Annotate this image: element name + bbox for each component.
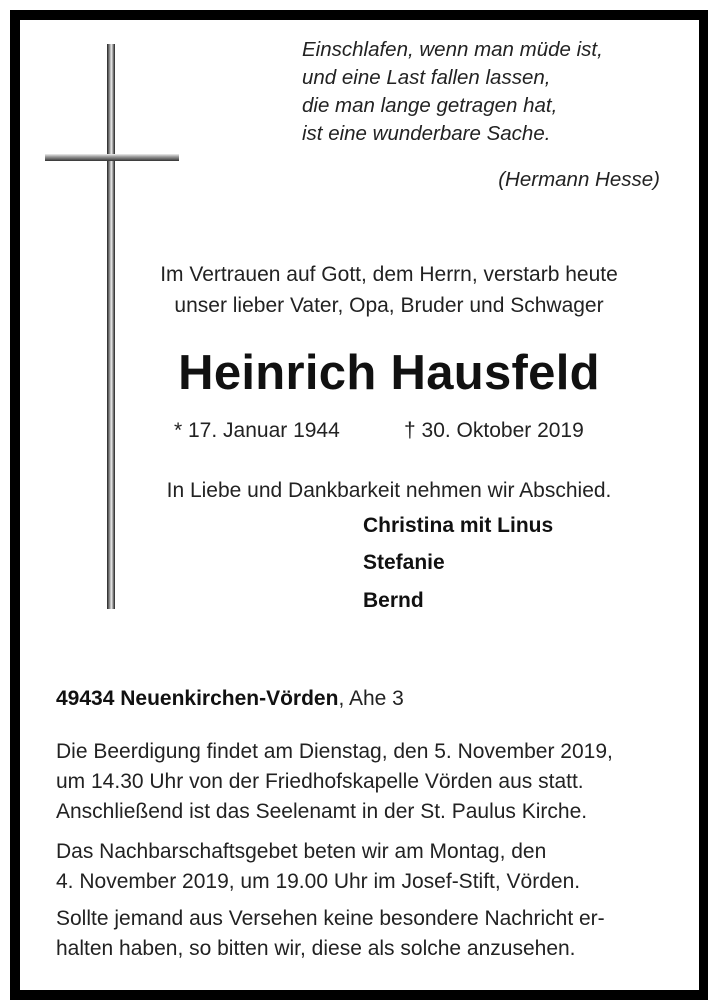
notice-paragraph <box>56 904 605 964</box>
farewell-text: In Liebe und Dankbarkeit nehmen wir Abschied. <box>166 479 612 502</box>
cross-icon-crossbar <box>45 154 179 161</box>
paragraph-line: um 14.30 Uhr von der Friedhofskapelle Vörden aus statt. <box>56 770 584 793</box>
quote-author: (Hermann Hesse) <box>498 168 660 191</box>
mourner-name: Bernd <box>363 589 424 612</box>
intro-text <box>0 259 708 321</box>
paragraph-line: Das Nachbarschaftsgebet beten wir am Montag, den <box>56 840 547 863</box>
address-street: , Ahe 3 <box>338 687 404 710</box>
funeral-paragraph <box>56 737 613 827</box>
quote-line: Einschlafen, wenn man müde ist, <box>302 38 603 61</box>
intro-line: unser lieber Vater, Opa, Bruder und Schwager <box>174 294 604 317</box>
address-city: 49434 Neuenkirchen-Vörden <box>56 687 339 710</box>
quote-line: ist eine wunderbare Sache. <box>302 122 551 145</box>
death-date: † 30. Oktober 2019 <box>404 419 584 442</box>
intro-line: Im Vertrauen auf Gott, dem Herrn, verstarb heute <box>160 263 618 286</box>
deceased-name: Heinrich Hausfeld <box>178 346 600 400</box>
address <box>56 687 404 711</box>
paragraph-line: Anschließend ist das Seelenamt in der St. Paulus Kirche. <box>56 800 588 823</box>
quote-line: die man lange getragen hat, <box>302 94 558 117</box>
paragraph-line: Die Beerdigung findet am Dienstag, den 5. November 2019, <box>56 740 613 763</box>
paragraph-line: halten haben, so bitten wir, diese als solche anzusehen. <box>56 937 576 960</box>
paragraph-line: 4. November 2019, um 19.00 Uhr im Josef-Stift, Vörden. <box>56 870 581 893</box>
prayer-paragraph <box>56 837 580 897</box>
quote-block <box>302 36 658 148</box>
cross-icon <box>107 44 115 609</box>
mourner-name: Stefanie <box>363 551 445 574</box>
mourner-name: Christina mit Linus <box>363 514 554 537</box>
paragraph-line: Sollte jemand aus Versehen keine besondere Nachricht er- <box>56 907 605 930</box>
birth-date: * 17. Januar 1944 <box>174 419 340 442</box>
quote-line: und eine Last fallen lassen, <box>302 66 551 89</box>
